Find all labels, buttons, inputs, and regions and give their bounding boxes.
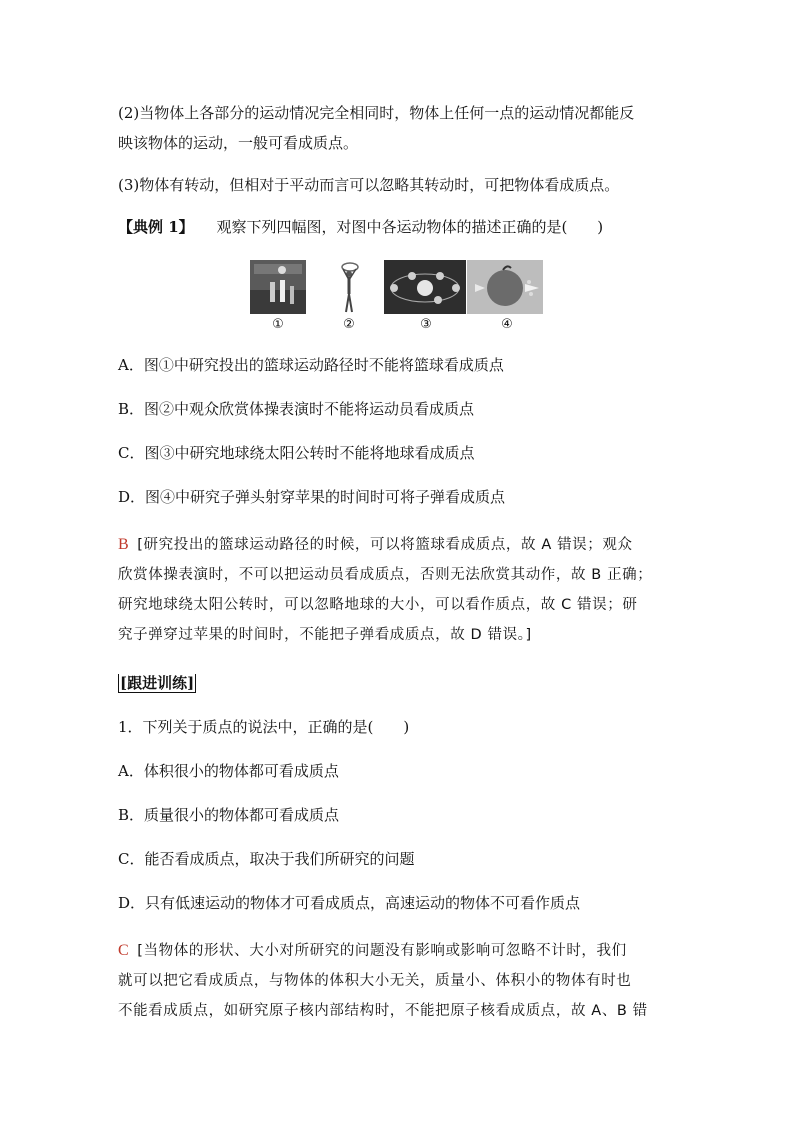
note-3: (3)物体有转动，但相对于平动而言可以忽略其转动时，可把物体看成质点。 (118, 176, 620, 194)
figure-label-4: ④ (501, 317, 513, 332)
note-2-line-2: 映该物体的运动，一般可看成质点。 (118, 134, 359, 152)
training-answer-line-3: 不能看成质点，如研究原子核内部结构时，不能把原子核看成质点，故 A、B 错 (118, 1003, 648, 1019)
example-answer-text-1: [研究投出的篮球运动路径的时候，可以将篮球看成质点，故 A 错误；观众 (137, 537, 633, 553)
example-option-b: B．图②中观众欣赏体操表演时不能将运动员看成质点 (118, 400, 475, 418)
training-heading-text: [跟进训练] (120, 674, 195, 692)
training-option-d: D．只有低速运动的物体才可看成质点，高速运动的物体不可看作质点 (118, 894, 581, 912)
training-option-c: C．能否看成质点，取决于我们所研究的问题 (118, 850, 415, 868)
example-tag: 【典例 1】 (118, 218, 194, 236)
training-answer-letter: C (118, 942, 130, 959)
example-answer-line-1 (118, 530, 674, 560)
example-answer-letter: B (118, 536, 130, 553)
training-option-a: A．体积很小的物体都可看成质点 (118, 762, 339, 780)
figure-label-3: ③ (420, 317, 432, 332)
training-answer-text-1: [当物体的形状、大小对所研究的问题没有影响或影响可忽略不计时，我们 (137, 943, 627, 959)
example-figures (250, 260, 550, 336)
example-option-a: A．图①中研究投出的篮球运动路径时不能将篮球看成质点 (118, 356, 504, 374)
training-question-1: 1．下列关于质点的说法中，正确的是( ) (118, 718, 410, 736)
training-answer-line-1 (118, 936, 674, 966)
figure-earth-orbit-image (384, 260, 466, 314)
example-answer-line-4: 究子弹穿过苹果的时间时，不能把子弹看成质点，故 D 错误。] (118, 627, 532, 643)
figure-label-1: ① (272, 317, 284, 332)
example-question-text: 观察下列四幅图，对图中各运动物体的描述正确的是( ) (216, 218, 604, 236)
figure-apple-bullet-image (467, 260, 543, 314)
example-question (118, 212, 674, 243)
example-option-c: C．图③中研究地球绕太阳公转时不能将地球看成质点 (118, 444, 475, 462)
figure-label-2: ② (343, 317, 355, 332)
figure-basketball-image (250, 260, 306, 314)
training-option-b: B．质量很小的物体都可看成质点 (118, 806, 340, 824)
figure-gymnast-image (334, 260, 364, 314)
example-answer-line-3: 研究地球绕太阳公转时，可以忽略地球的大小，可以看作质点，故 C 错误；研 (118, 597, 638, 613)
example-answer-line-2: 欣赏体操表演时，不可以把运动员看成质点，否则无法欣赏其动作，故 B 正确； (118, 567, 653, 583)
training-heading (118, 668, 674, 699)
example-option-d: D．图④中研究子弹头射穿苹果的时间时可将子弹看成质点 (118, 488, 506, 506)
training-answer-line-2: 就可以把它看成质点，与物体的体积大小无关，质量小、体积小的物体有时也 (118, 973, 632, 989)
note-2-line-1: (2)当物体上各部分的运动情况完全相同时，物体上任何一点的运动情况都能反 (118, 104, 635, 122)
